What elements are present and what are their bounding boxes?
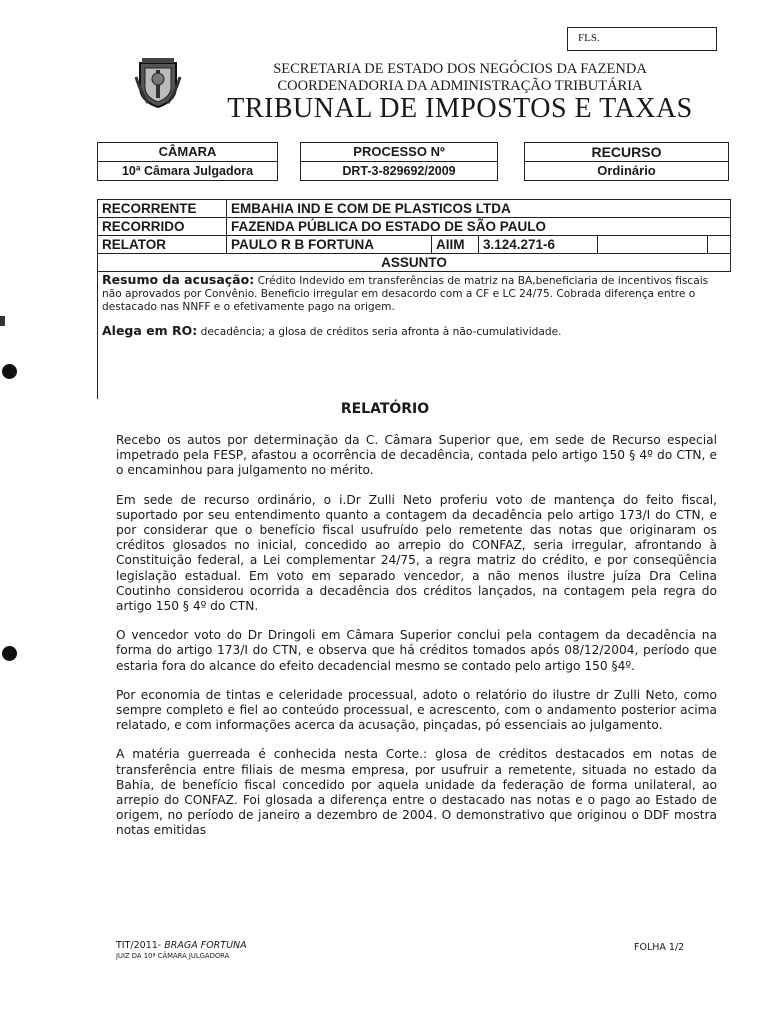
resumo-text: Crédito Indevido em transferências de matriz na BA,beneficiaria de incentivos fiscais não aprovados por Convênio. Beneficio irregular em desacordo com a CF e LC 24/75. Cobrada diferença entre o destacado nas NNFF e o efetivamente pago na origem. xyxy=(102,275,709,313)
processo-label: PROCESSO Nº xyxy=(300,142,498,161)
table-row xyxy=(98,200,731,218)
aiim-label: AIIM xyxy=(432,236,479,254)
footer-left xyxy=(116,940,247,960)
empty-cell xyxy=(598,236,708,254)
recorrente-label: RECORRENTE xyxy=(98,200,227,218)
processo-value: DRT-3-829692/2009 xyxy=(300,161,498,181)
recorrido-label: RECORRIDO xyxy=(98,218,227,236)
alega-paragraph xyxy=(102,324,727,339)
recorrido-value: FAZENDA PÚBLICA DO ESTADO DE SÃO PAULO xyxy=(227,218,731,236)
recorrente-value: EMBAHIA IND E COM DE PLASTICOS LTDA xyxy=(227,200,731,218)
header-tribunal-title: TRIBUNAL DE IMPOSTOS E TAXAS xyxy=(227,93,693,124)
table-row xyxy=(98,218,731,236)
table-row xyxy=(98,254,731,272)
footer-prefix: TIT/2011- xyxy=(116,940,165,951)
table-row xyxy=(98,236,731,254)
punch-hole xyxy=(2,646,17,661)
header-coordenadoria: COORDENADORIA DA ADMINISTRAÇÃO TRIBUTÁRIA xyxy=(277,78,643,94)
body-paragraph: Em sede de recurso ordinário, o i.Dr Zulli Neto proferiu voto de mantença do feito fiscal, suportado por seu entendimento quanto a contagem da decadência pelo artigo 173/I do CTN, e por considerar que o benefício fiscal usufruído pelo remetente das notas que originaram os créditos glosados no inicial, concedido ao arrepio do CONFAZ, seria irregular, afrontando à Constituição federal, a Lei complementar 24/75, a regra matriz do crédito, e por conseqüência legislação estadual. Em voto em separado vencedor, a não menos ilustre juíza Dra Celina Coutinho considerou ocorrida a decadência dos créditos lançados, na contagem pela regra do artigo 150 § 4º do CTN. xyxy=(116,492,717,614)
empty-cell xyxy=(708,236,731,254)
relatorio-body xyxy=(116,433,717,853)
body-paragraph: O vencedor voto do Dr Dringoli em Câmara Superior conclui pela contagem da decadência na forma do artigo 173/I do CTN, e observa que há créditos tomados após 08/12/2004, período que estaria fora do alcance do efeito decadencial mesmo se contado pelo artigo 150 §4º. xyxy=(116,628,717,673)
fls-label: FLS. xyxy=(578,32,600,44)
body-paragraph: Recebo os autos por determinação da C. Câmara Superior que, em sede de Recurso especial impetrado pela FESP, afastou a ocorrência de decadência, contada pelo artigo 150 § 4º do CTN, e o encaminhou para julgamento no mérito. xyxy=(116,433,717,478)
aiim-value: 3.124.271-6 xyxy=(479,236,598,254)
body-paragraph: Por economia de tintas e celeridade processual, adoto o relatório do ilustre dr Zulli Neto, como sempre completo e fiel ao conteúdo processual, e acrescento, com o andamento posterior acima relatado, e com informações acerca da acusação, pinçadas, pó essenciais ao julgamento. xyxy=(116,687,717,733)
camara-value: 10ª Câmara Julgadora xyxy=(97,161,278,181)
scan-mark xyxy=(0,316,5,326)
footer-author: BRAGA FORTUNA xyxy=(164,940,247,951)
summary-block xyxy=(97,271,731,399)
alega-text: decadência; a glosa de créditos seria afronta à não-cumulatividade. xyxy=(197,326,562,338)
resumo-label: Resumo da acusação: xyxy=(102,272,255,287)
punch-hole xyxy=(2,364,17,379)
recurso-value: Ordinário xyxy=(524,161,729,181)
header-secretaria: SECRETARIA DE ESTADO DOS NEGÓCIOS DA FAZENDA xyxy=(273,61,647,77)
recurso-label: RECURSO xyxy=(524,142,729,161)
state-seal-icon xyxy=(134,57,182,111)
body-paragraph: A matéria guerreada é conhecida nesta Corte.: glosa de créditos destacados em notas de transferência entre filiais de mesma empresa, por usufruir a remetente, situada no estado da Bahia, de benefício fiscal concedido por aquela unidade da federação de forma unilateral, ao arrepio do CONFAZ. Foi glosada a diferença entre o destacado nas notas e o pago ao Estado de origem, no período de janeiro a dezembro de 2004. O demonstrativo que originou o DDF mostra notas emitidas xyxy=(116,747,717,838)
footer-page-number: FOLHA 1/2 xyxy=(634,942,685,953)
camara-label: CÂMARA xyxy=(97,142,278,161)
relatorio-title: RELATÓRIO xyxy=(340,401,430,417)
relator-value: PAULO R B FORTUNA xyxy=(227,236,432,254)
alega-label: Alega em RO: xyxy=(102,323,198,338)
resumo-paragraph xyxy=(102,273,727,314)
relator-label: RELATOR xyxy=(98,236,227,254)
assunto-label: ASSUNTO xyxy=(98,254,731,272)
parties-table xyxy=(97,199,731,272)
footer-subtitle: JUIZ DA 10ª CÂMARA JULGADORA xyxy=(116,952,230,960)
fls-box xyxy=(567,27,717,51)
